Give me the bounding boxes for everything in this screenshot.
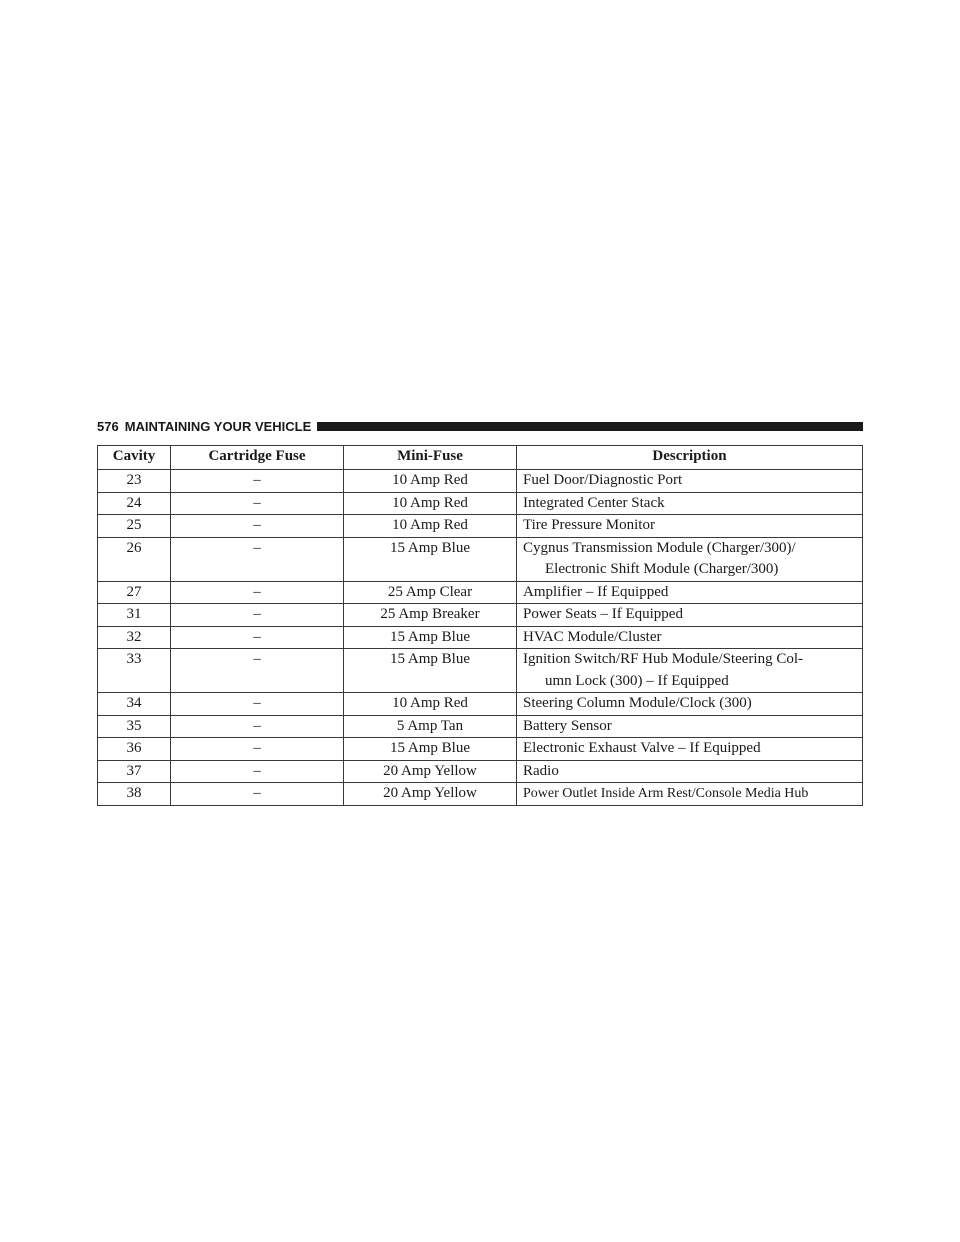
description-line: Ignition Switch/RF Hub Module/Steering Col- xyxy=(523,651,803,667)
mini-fuse-cell: 10 Amp Red xyxy=(344,492,517,515)
cavity-cell: 37 xyxy=(98,760,171,783)
cartridge-fuse-cell: – xyxy=(171,649,344,693)
table-row xyxy=(98,581,863,604)
description-cell xyxy=(517,581,863,604)
section-title: MAINTAINING YOUR VEHICLE xyxy=(124,418,312,434)
description-cell xyxy=(517,492,863,515)
cartridge-fuse-cell: – xyxy=(171,715,344,738)
description-continuation-line: Electronic Shift Module (Charger/300) xyxy=(545,561,779,577)
mini-fuse-cell: 15 Amp Blue xyxy=(344,537,517,581)
description-line: Steering Column Module/Clock (300) xyxy=(523,695,752,711)
table-row xyxy=(98,649,863,693)
cartridge-fuse-cell: – xyxy=(171,760,344,783)
cavity-cell: 31 xyxy=(98,604,171,627)
mini-fuse-cell: 25 Amp Breaker xyxy=(344,604,517,627)
description-cell xyxy=(517,515,863,538)
cavity-cell: 35 xyxy=(98,715,171,738)
cavity-cell: 25 xyxy=(98,515,171,538)
table-row xyxy=(98,604,863,627)
cartridge-fuse-cell: – xyxy=(171,626,344,649)
description-cell xyxy=(517,738,863,761)
description-cell xyxy=(517,470,863,493)
description-line: HVAC Module/Cluster xyxy=(523,628,662,645)
description-line: Radio xyxy=(523,762,559,779)
mini-fuse-cell: 20 Amp Yellow xyxy=(344,760,517,783)
cartridge-fuse-cell: – xyxy=(171,783,344,806)
cavity-cell: 24 xyxy=(98,492,171,515)
cavity-cell: 38 xyxy=(98,783,171,806)
table-row xyxy=(98,693,863,716)
table-row xyxy=(98,470,863,493)
description-line: Cygnus Transmission Module (Charger/300)/ xyxy=(523,539,796,556)
cartridge-fuse-cell: – xyxy=(171,738,344,761)
cartridge-fuse-cell: – xyxy=(171,693,344,716)
cartridge-fuse-cell: – xyxy=(171,604,344,627)
page-header xyxy=(97,417,863,435)
description-line: Fuel Door/Diagnostic Port xyxy=(523,472,683,488)
column-header-description: Description xyxy=(517,446,863,470)
cavity-cell: 23 xyxy=(98,470,171,493)
table-row xyxy=(98,783,863,806)
table-row xyxy=(98,715,863,738)
description-cell xyxy=(517,693,863,716)
mini-fuse-cell: 20 Amp Yellow xyxy=(344,783,517,806)
description-cell xyxy=(517,715,863,738)
mini-fuse-cell: 15 Amp Blue xyxy=(344,649,517,693)
cartridge-fuse-cell: – xyxy=(171,492,344,515)
description-line: Battery Sensor xyxy=(523,717,612,734)
cavity-cell: 33 xyxy=(98,649,171,693)
mini-fuse-cell: 5 Amp Tan xyxy=(344,715,517,738)
table-body xyxy=(98,470,863,806)
description-line: Amplifier – If Equipped xyxy=(523,583,669,600)
cavity-cell: 32 xyxy=(98,626,171,649)
description-line: Electronic Exhaust Valve – If Equipped xyxy=(523,740,761,756)
mini-fuse-cell: 10 Amp Red xyxy=(344,515,517,538)
table-row xyxy=(98,760,863,783)
cavity-cell: 27 xyxy=(98,581,171,604)
cartridge-fuse-cell: – xyxy=(171,515,344,538)
description-cell xyxy=(517,604,863,627)
table-row xyxy=(98,492,863,515)
description-cell xyxy=(517,649,863,693)
table-header-row xyxy=(98,446,863,470)
mini-fuse-cell: 10 Amp Red xyxy=(344,470,517,493)
page-number: 576 xyxy=(97,418,119,434)
table-row xyxy=(98,738,863,761)
mini-fuse-cell: 15 Amp Blue xyxy=(344,738,517,761)
description-cell xyxy=(517,626,863,649)
header-rule xyxy=(317,422,863,431)
mini-fuse-cell: 15 Amp Blue xyxy=(344,626,517,649)
cavity-cell: 26 xyxy=(98,537,171,581)
table-row xyxy=(98,515,863,538)
mini-fuse-cell: 25 Amp Clear xyxy=(344,581,517,604)
cartridge-fuse-cell: – xyxy=(171,470,344,493)
cartridge-fuse-cell: – xyxy=(171,537,344,581)
description-line: Power Outlet Inside Arm Rest/Console Media Hub xyxy=(523,786,809,801)
description-line: Tire Pressure Monitor xyxy=(523,517,655,533)
description-cell xyxy=(517,760,863,783)
description-line: Integrated Center Stack xyxy=(523,494,665,511)
fuse-table xyxy=(97,445,863,806)
cavity-cell: 34 xyxy=(98,693,171,716)
description-line: Power Seats – If Equipped xyxy=(523,606,683,622)
column-header-mini-fuse: Mini-Fuse xyxy=(344,446,517,470)
table-row xyxy=(98,626,863,649)
cartridge-fuse-cell: – xyxy=(171,581,344,604)
description-cell xyxy=(517,783,863,806)
column-header-cavity: Cavity xyxy=(98,446,171,470)
description-cell xyxy=(517,537,863,581)
cavity-cell: 36 xyxy=(98,738,171,761)
table-row xyxy=(98,537,863,581)
description-continuation-line: umn Lock (300) – If Equipped xyxy=(545,672,729,689)
column-header-cartridge-fuse: Cartridge Fuse xyxy=(171,446,344,470)
mini-fuse-cell: 10 Amp Red xyxy=(344,693,517,716)
